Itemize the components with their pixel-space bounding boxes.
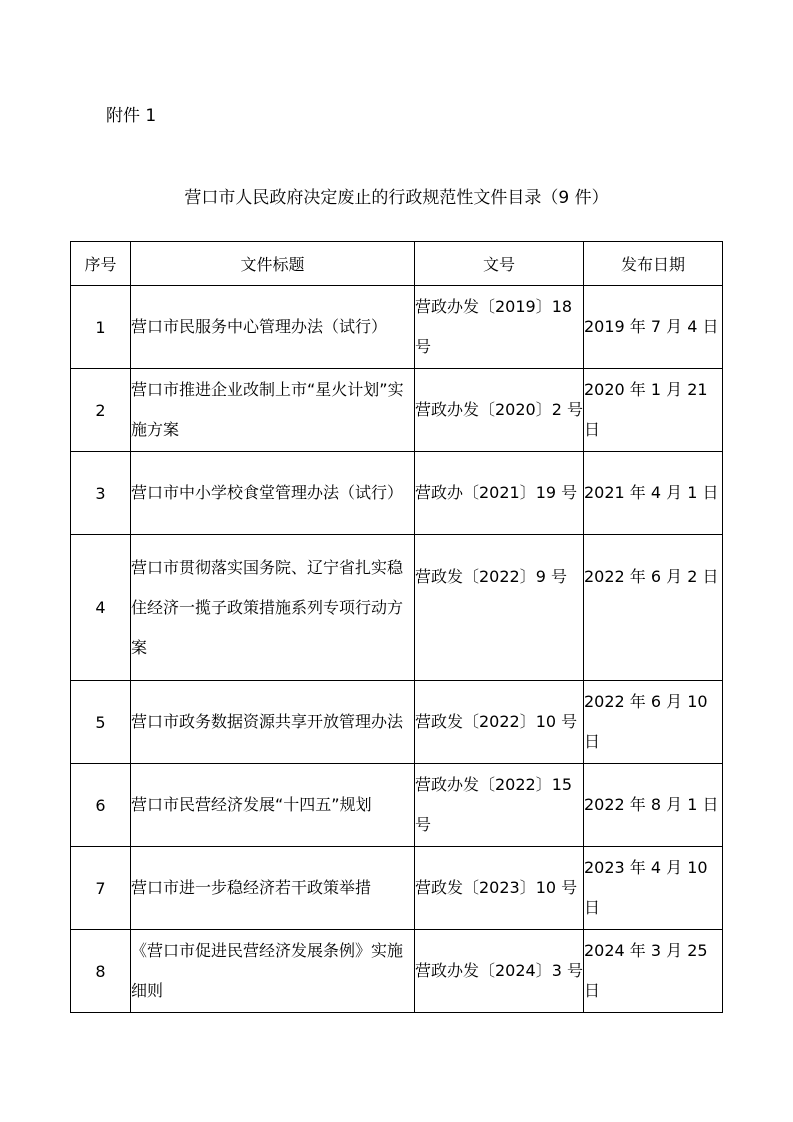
table-row [71,764,723,847]
row-title: 营口市民服务中心管理办法（试行） [131,286,415,369]
header-doc-number: 文号 [415,242,584,286]
row-doc-number: 营政办发〔2019〕18 号 [415,286,584,369]
abolished-documents-table [70,241,723,1013]
attachment-label: 附件 1 [106,106,157,126]
table-row [71,286,723,369]
row-title: 营口市进一步稳经济若干政策举措 [131,847,415,930]
row-title: 营口市政务数据资源共享开放管理办法 [131,681,415,764]
row-date: 2022 年 8 月 1 日 [584,764,723,847]
row-date: 2024 年 3 月 25 日 [584,930,723,1013]
row-index: 8 [71,930,131,1013]
row-date: 2019 年 7 月 4 日 [584,286,723,369]
row-title: 营口市推进企业改制上市“星火计划”实施方案 [131,369,415,452]
row-title: 营口市中小学校食堂管理办法（试行） [131,452,415,535]
document-title: 营口市人民政府决定废止的行政规范性文件目录（9 件） [184,188,609,208]
row-title: 营口市民营经济发展“十四五”规划 [131,764,415,847]
row-title: 《营口市促进民营经济发展条例》实施细则 [131,930,415,1013]
row-index: 3 [71,452,131,535]
row-doc-number: 营政发〔2023〕10 号 [415,847,584,930]
row-index: 5 [71,681,131,764]
row-date: 2022 年 6 月 10 日 [584,681,723,764]
row-doc-number: 营政发〔2022〕10 号 [415,681,584,764]
table-row [71,369,723,452]
row-doc-number: 营政办〔2021〕19 号 [415,452,584,535]
row-date: 2020 年 1 月 21 日 [584,369,723,452]
table-header-row [71,242,723,286]
table-row [71,681,723,764]
table-row [71,930,723,1013]
row-doc-number: 营政发〔2022〕9 号 [415,535,584,681]
row-index: 1 [71,286,131,369]
header-index: 序号 [71,242,131,286]
row-doc-number: 营政办发〔2024〕3 号 [415,930,584,1013]
row-date: 2022 年 6 月 2 日 [584,535,723,681]
row-doc-number: 营政办发〔2020〕2 号 [415,369,584,452]
table-row [71,535,723,681]
row-index: 2 [71,369,131,452]
row-title: 营口市贯彻落实国务院、辽宁省扎实稳住经济一揽子政策措施系列专项行动方案 [131,535,415,681]
row-doc-number: 营政办发〔2022〕15 号 [415,764,584,847]
header-date: 发布日期 [584,242,723,286]
table-row [71,847,723,930]
table-row [71,452,723,535]
header-title: 文件标题 [131,242,415,286]
row-index: 6 [71,764,131,847]
row-date: 2023 年 4 月 10 日 [584,847,723,930]
row-index: 7 [71,847,131,930]
row-date: 2021 年 4 月 1 日 [584,452,723,535]
row-index: 4 [71,535,131,681]
